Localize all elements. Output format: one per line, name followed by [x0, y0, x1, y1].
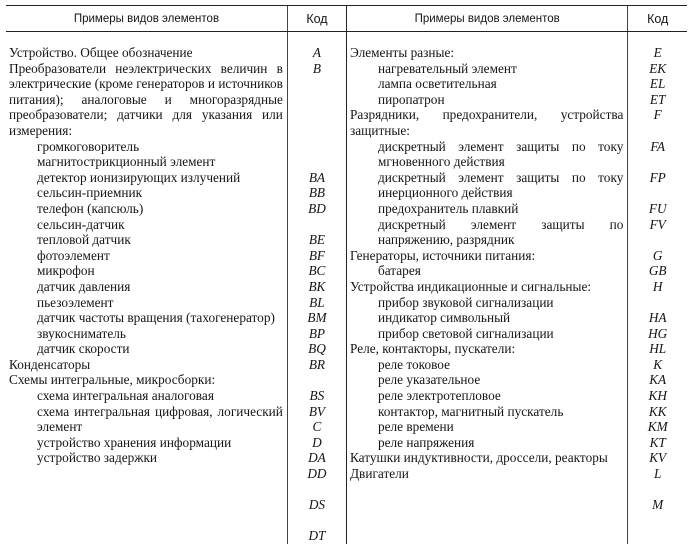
sub-item: устройство задержки [37, 450, 158, 466]
left-codes: A B BA BB BD BE BF BC BK BL BM BP BQ BR BS BV C D DA DD DS DT [307, 45, 327, 544]
sub-item: предохранитель плавкий [377, 200, 519, 216]
category-item: Реле, контакторы, пускатели: [349, 341, 516, 357]
sub-item: прибор световой сигнализации [377, 325, 554, 341]
right-codes-column [628, 45, 687, 544]
sub-item: сельсин-датчик [37, 216, 125, 232]
sub-item: дискретный элемент защиты по току мгновенного действия [377, 138, 624, 170]
sub-item: реле напряжения [377, 434, 475, 450]
sub-item: телефон (капсюль) [37, 200, 144, 216]
header-examples-right: Примеры видов элементов [346, 6, 627, 32]
category-item: Разрядники, предохранители, устройства защитные: [349, 107, 624, 138]
right-items-column [346, 45, 627, 544]
sub-item: дискретный элемент защиты по напряжению, разрядник [377, 216, 624, 248]
left-codes-column [287, 45, 346, 544]
left-items-column [6, 45, 287, 544]
category-item: Устройство. Общее обозначение [9, 45, 193, 60]
sub-item: реле электротепловое [377, 388, 501, 404]
sub-item: звукосниматель [37, 325, 126, 341]
category-item: Двигатели [349, 466, 409, 482]
sub-item: тепловой датчик [37, 232, 131, 248]
element-codes-table [6, 5, 687, 544]
sub-item: датчик частоты вращения (тахогенератор) [37, 310, 275, 326]
category-item: Элементы разные: [349, 45, 455, 60]
category-item: Конденсаторы [9, 356, 91, 372]
sub-item: батарея [377, 263, 421, 279]
table-body-row [6, 45, 687, 544]
category-item: Катушки индуктивности, дроссели, реакторы [349, 450, 608, 466]
sub-item: пьезоэлемент [37, 294, 114, 310]
sub-item: фотоэлемент [37, 247, 110, 263]
category-item: Генераторы, источники питания: [349, 247, 536, 263]
sub-item: прибор звуковой сигнализации [377, 294, 554, 310]
sub-item: дискретный элемент защиты по току инерционного действия [377, 169, 624, 201]
sub-item: сельсин-приемник [37, 185, 143, 201]
sub-item: микрофон [37, 263, 95, 279]
header-examples-left: Примеры видов элементов [6, 6, 287, 32]
sub-item: индикатор символьный [377, 310, 511, 326]
sub-item: реле времени [377, 419, 454, 435]
sub-item: магнитострикционный элемент [37, 154, 216, 170]
sub-item: реле указательное [377, 372, 481, 388]
header-code-right: Код [628, 6, 687, 32]
sub-item: пиропатрон [377, 91, 445, 107]
category-item: Преобразователи неэлектрических величин в электрические (кроме генераторов и источников питания); аналоговые и многоразрядные преобразователи; датчики для указания или измерения: [9, 60, 283, 138]
sub-item: схема интегральная цифровая, логический элемент [37, 403, 283, 435]
table-header-row [6, 6, 687, 32]
sub-item: детектор ионизирующих излучений [37, 169, 241, 185]
sub-item: контактор, магнитный пускатель [377, 403, 564, 419]
sub-item: датчик давления [37, 278, 131, 294]
sub-item: лампа осветительная [377, 76, 497, 92]
sub-item: схема интегральная аналоговая [37, 388, 214, 404]
sub-item: реле токовое [377, 356, 451, 372]
header-code-left: Код [287, 6, 346, 32]
category-item: Устройства индикационные и сигнальные: [349, 278, 592, 294]
sub-item: нагревательный элемент [377, 60, 517, 76]
category-item: Схемы интегральные, микросборки: [9, 372, 216, 388]
sub-item: устройство хранения информации [37, 434, 232, 450]
sub-item: громкоговоритель [37, 138, 140, 154]
right-codes: E EK EL ET F FA FP FU FV G GB H HA HG HL K KA KH KK KM KT KV L M [647, 45, 668, 513]
sub-item: датчик скорости [37, 341, 130, 357]
